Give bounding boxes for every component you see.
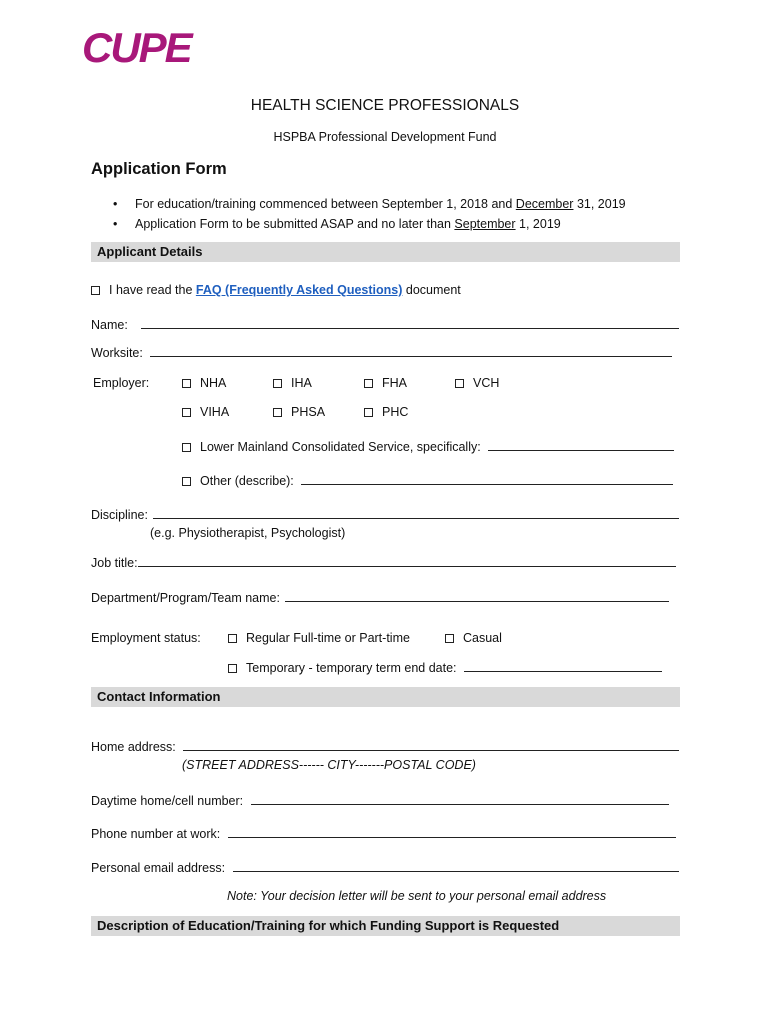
worksite-label: Worksite:: [91, 346, 143, 360]
daytime-phone-field[interactable]: [251, 792, 669, 805]
checkbox[interactable]: [364, 408, 373, 417]
email-label: Personal email address:: [91, 861, 226, 875]
job-title-field[interactable]: [138, 554, 676, 567]
employer-option-lmcs[interactable]: Lower Mainland Consolidated Service, specifically:: [182, 438, 674, 455]
worksite-row: [91, 344, 672, 361]
work-phone-label: Phone number at work:: [91, 827, 221, 841]
checkbox[interactable]: [273, 379, 282, 388]
employer-label: Employer:: [93, 376, 150, 390]
checkbox[interactable]: [182, 443, 191, 452]
bullet-item: • Application Form to be submitted ASAP and no later than September 1, 2019: [113, 214, 626, 234]
employer-option-nha[interactable]: NHA: [182, 375, 226, 391]
checkbox[interactable]: [182, 477, 191, 486]
section-contact-information: Contact Information: [91, 687, 680, 707]
other-field[interactable]: [301, 472, 673, 485]
worksite-field[interactable]: [150, 344, 672, 357]
discipline-field[interactable]: [153, 506, 679, 519]
checkbox[interactable]: [228, 664, 237, 673]
home-address-field[interactable]: [183, 738, 679, 751]
department-row: [91, 589, 669, 606]
bullet-list: [113, 194, 626, 234]
employer-option-iha[interactable]: IHA: [273, 375, 312, 391]
job-title-label: Job title:: [91, 556, 138, 570]
form-title: Application Form: [91, 160, 227, 178]
name-label: Name:: [91, 318, 128, 332]
lmcs-field[interactable]: [488, 438, 674, 451]
section-description: Description of Education/Training for which Funding Support is Requested: [91, 916, 680, 936]
employment-option-temporary[interactable]: Temporary - temporary term end date:: [228, 659, 662, 676]
work-phone-row: [91, 825, 676, 842]
faq-checkbox[interactable]: [91, 286, 100, 295]
home-address-label: Home address:: [91, 740, 176, 754]
job-title-row: [91, 554, 676, 571]
email-row: [91, 859, 679, 876]
bullet-item: • For education/training commenced between September 1, 2018 and December 31, 2019: [113, 194, 626, 214]
employment-option-regular[interactable]: Regular Full-time or Part-time: [228, 630, 410, 646]
name-row: [91, 316, 679, 333]
department-label: Department/Program/Team name:: [91, 591, 280, 605]
checkbox[interactable]: [182, 379, 191, 388]
checkbox[interactable]: [364, 379, 373, 388]
employer-option-phc[interactable]: PHC: [364, 404, 408, 420]
name-field[interactable]: [141, 316, 679, 329]
page-subtitle: HSPBA Professional Development Fund: [273, 130, 497, 144]
employer-option-fha[interactable]: FHA: [364, 375, 407, 391]
email-field[interactable]: [233, 859, 679, 872]
employer-option-phsa[interactable]: PHSA: [273, 404, 325, 420]
faq-link[interactable]: FAQ (Frequently Asked Questions): [195, 283, 403, 297]
checkbox[interactable]: [228, 634, 237, 643]
checkbox[interactable]: [273, 408, 282, 417]
daytime-phone-row: [91, 792, 669, 809]
page-title: HEALTH SCIENCE PROFESSIONALS: [250, 97, 520, 114]
home-address-row: [91, 738, 679, 755]
employer-option-other[interactable]: Other (describe):: [182, 472, 673, 489]
section-applicant-details: Applicant Details: [91, 242, 680, 262]
address-hint: (STREET ADDRESS------ CITY-------POSTAL CODE): [182, 758, 476, 772]
discipline-label: Discipline:: [91, 508, 148, 522]
work-phone-field[interactable]: [228, 825, 676, 838]
employment-option-casual[interactable]: Casual: [445, 630, 502, 646]
checkbox[interactable]: [182, 408, 191, 417]
daytime-phone-label: Daytime home/cell number:: [91, 794, 244, 808]
cupe-logo: CUPE: [82, 24, 191, 71]
discipline-row: [91, 506, 679, 523]
checkbox[interactable]: [445, 634, 454, 643]
employer-option-vch[interactable]: VCH: [455, 375, 499, 391]
department-field[interactable]: [285, 589, 669, 602]
faq-confirmation: I have read the FAQ (Frequently Asked Questions) document: [91, 282, 461, 298]
discipline-hint: (e.g. Physiotherapist, Psychologist): [150, 526, 346, 540]
employment-status-label: Employment status:: [91, 631, 201, 645]
employer-option-viha[interactable]: VIHA: [182, 404, 229, 420]
checkbox[interactable]: [455, 379, 464, 388]
email-note: Note: Your decision letter will be sent to your personal email address: [227, 889, 607, 903]
term-end-date-field[interactable]: [464, 659, 662, 672]
